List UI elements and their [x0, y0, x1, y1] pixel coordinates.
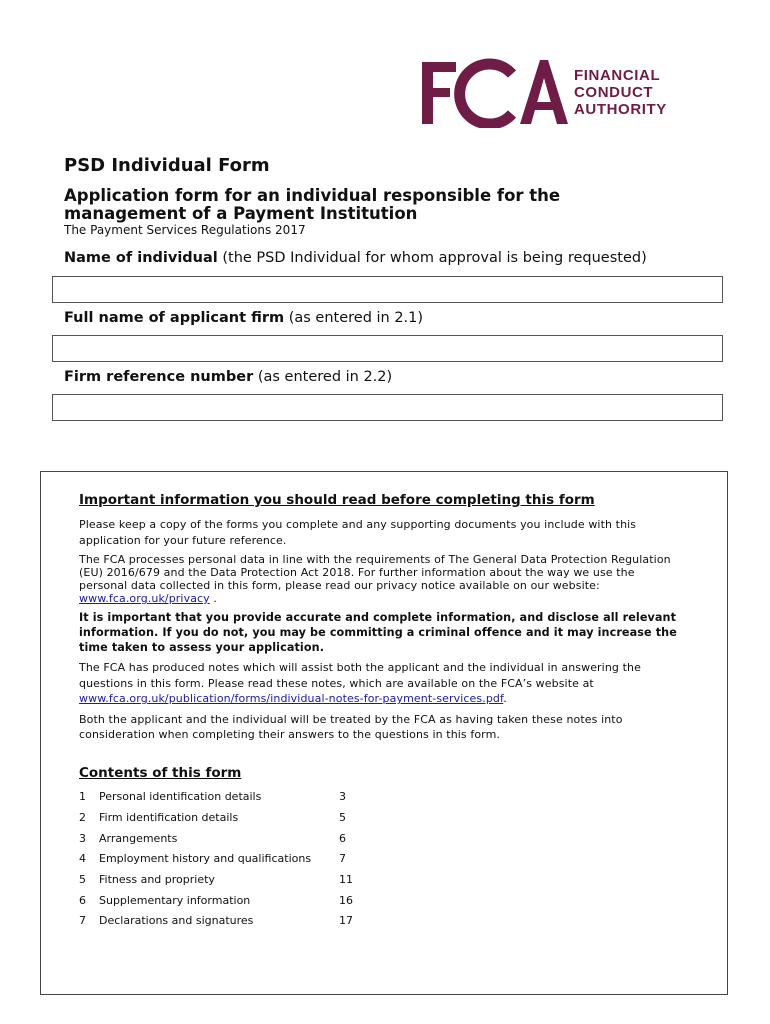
logo-word-financial: FINANCIAL	[574, 66, 661, 84]
info-p2-text: The FCA processes personal data in line with the requirements of The General Data Protection Regulation (EU) 2016/679 and the Data Protection Act 2018. For further information about the way we use the personal data collected in this form, please read our privacy notice available on our website:	[79, 553, 671, 592]
regulations-line: The Payment Services Regulations 2017	[64, 223, 306, 237]
form-title: PSD Individual Form	[64, 155, 270, 176]
label-rest: (the PSD Individual for whom approval is being requested)	[217, 250, 647, 266]
form-subtitle: Application form for an individual responsible for the management of a Payment Institution	[64, 186, 561, 223]
info-p4-end: .	[503, 692, 507, 705]
contents-row	[79, 890, 353, 911]
applicant-firm-input[interactable]	[52, 335, 723, 362]
section-title: Personal identification details	[99, 790, 262, 804]
section-number: 1	[79, 790, 86, 804]
firm-reference-label	[64, 369, 392, 385]
section-page: 7	[339, 852, 346, 866]
contents-row	[79, 849, 353, 870]
contents-row	[79, 869, 353, 890]
contents-row	[79, 828, 353, 849]
contents-heading: Contents of this form	[79, 764, 242, 781]
important-information-box	[40, 471, 728, 995]
fca-logo	[420, 56, 667, 128]
fca-logo-words	[574, 67, 667, 118]
info-paragraph-data-protection	[79, 553, 679, 605]
section-number: 3	[79, 831, 86, 845]
section-page: 17	[339, 914, 353, 928]
info-paragraph-notes	[79, 660, 679, 707]
section-page: 3	[339, 790, 346, 804]
section-page: 6	[339, 831, 346, 845]
info-paragraph-consideration: Both the applicant and the individual will be treated by the FCA as having taken these notes into consideration when completing their answers to the questions in this form.	[79, 712, 623, 741]
section-title: Fitness and propriety	[99, 873, 215, 887]
contents-table	[79, 787, 353, 932]
label-rest: (as entered in 2.2)	[253, 369, 393, 385]
section-number: 4	[79, 852, 86, 866]
section-number: 6	[79, 893, 86, 907]
section-title: Supplementary information	[99, 893, 251, 907]
label-bold: Name of individual	[64, 250, 218, 266]
contents-row	[79, 807, 353, 828]
logo-word-conduct: CONDUCT	[574, 83, 654, 101]
info-heading: Important information you should read before completing this form	[79, 492, 595, 508]
label-rest: (as entered in 2.1)	[284, 310, 424, 326]
name-of-individual-label	[64, 250, 647, 266]
info-paragraph-copy: Please keep a copy of the forms you complete and any supporting documents you include with this application for your future reference.	[79, 518, 637, 547]
name-of-individual-input[interactable]	[52, 276, 723, 303]
section-number: 7	[79, 914, 86, 928]
info-paragraph-warning: It is important that you provide accurate and complete information, and disclose all relevant information. If you do not, you may be committing a criminal offence and it may increase the time taken to assess your application.	[79, 611, 677, 654]
section-number: 2	[79, 811, 86, 825]
logo-word-authority: AUTHORITY	[574, 100, 667, 118]
section-title: Firm identification details	[99, 811, 239, 825]
label-bold: Firm reference number	[64, 369, 254, 385]
section-title: Employment history and qualifications	[99, 852, 312, 866]
firm-reference-input[interactable]	[52, 394, 723, 421]
section-title: Declarations and signatures	[99, 914, 254, 928]
privacy-link[interactable]: www.fca.org.uk/privacy	[79, 592, 210, 605]
section-number: 5	[79, 873, 86, 887]
contents-row	[79, 787, 353, 808]
label-bold: Full name of applicant firm	[64, 310, 285, 326]
fca-logo-mark	[420, 56, 568, 128]
section-title: Arrangements	[99, 831, 178, 845]
section-page: 5	[339, 811, 346, 825]
applicant-firm-label	[64, 310, 423, 326]
section-page: 11	[339, 873, 353, 887]
info-p4-text: The FCA has produced notes which will assist both the applicant and the individual in answering the questions in this form. Please read these notes, which are available on the FCA’s website at	[79, 661, 641, 690]
contents-row	[79, 911, 353, 932]
section-page: 16	[339, 893, 353, 907]
notes-link[interactable]: www.fca.org.uk/publication/forms/individual-notes-for-payment-services.pdf	[79, 692, 504, 705]
info-p2-end: .	[209, 592, 217, 605]
